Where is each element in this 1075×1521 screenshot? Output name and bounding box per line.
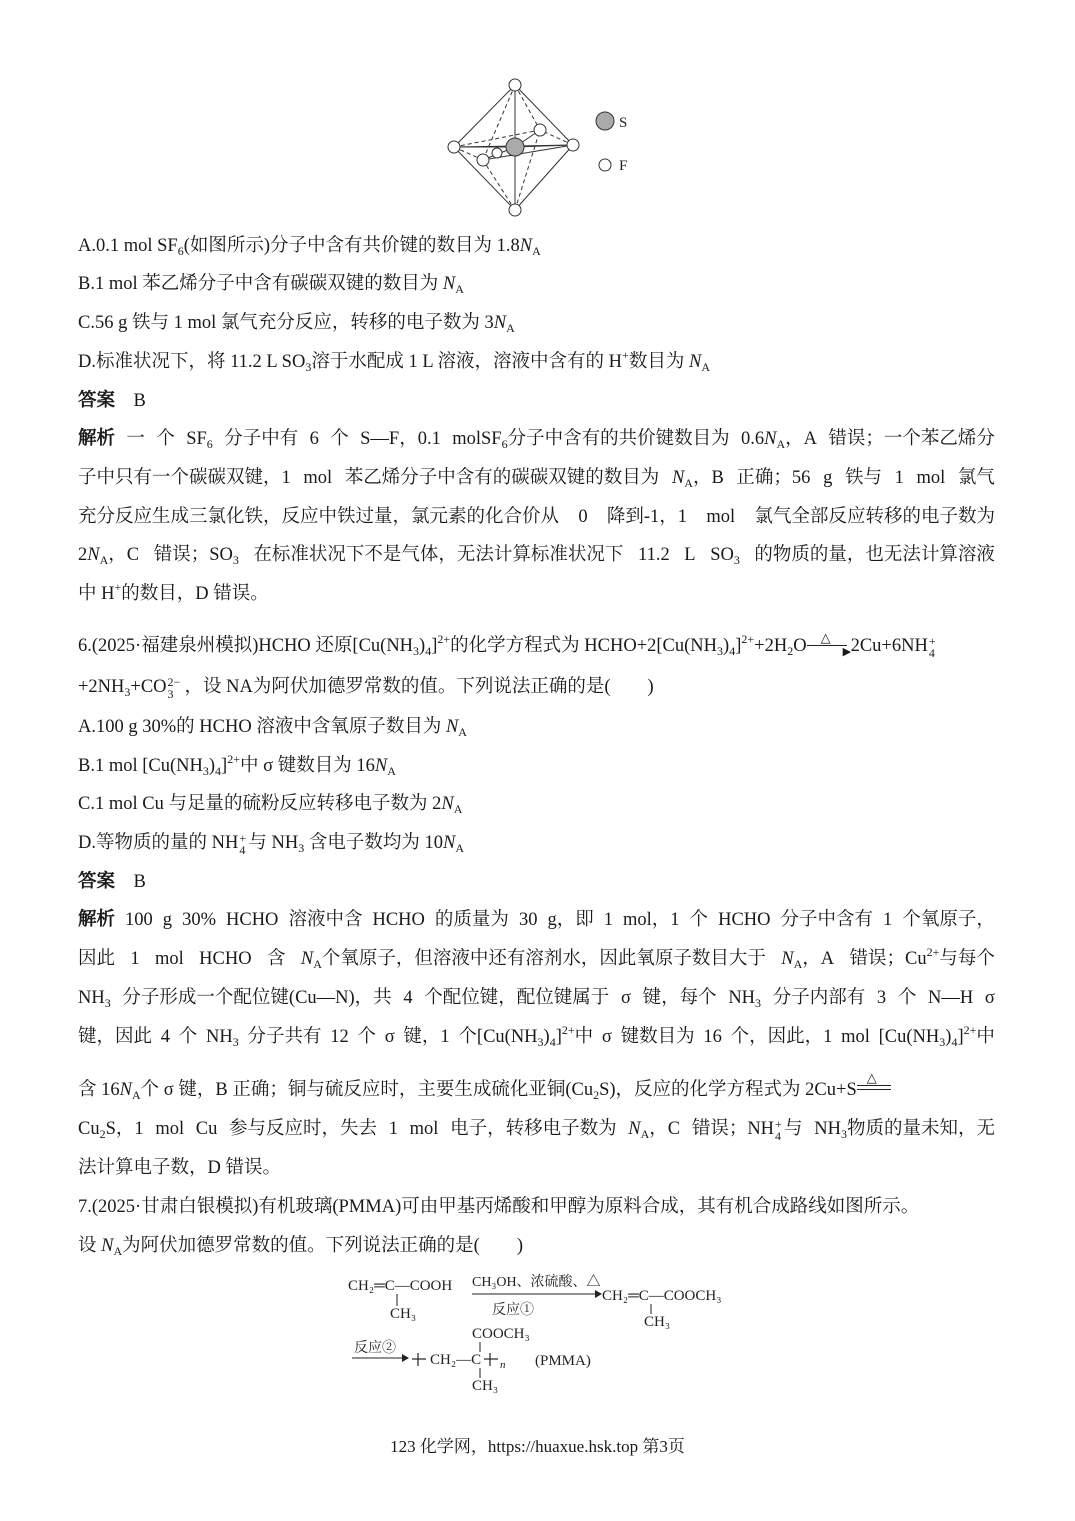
polymer-backbone: CH₂—C — [430, 1352, 482, 1368]
q6-option-c: C.1 mol Cu 与足量的硫粉反应转移电子数为 $2N_A$ — [78, 794, 463, 816]
analysis-1-line-2: 子中只有一个碳碳双键，1 mol 苯乙烯分子中含有的碳碳双键的数目为 $N_A$，B 正确；56 g 铁与 1 mol 氯气 — [78, 468, 995, 490]
analysis-2-line-2: 因此 1 mol HCHO 含 $N_A$个氧原子，但溶液中还有溶剂水，因此氧原子数目大于 $N_A$，A 错误；$Cu^{2+}$与每个 — [78, 945, 995, 971]
product1-formula: CH₂═C—COOCH₃ — [602, 1288, 722, 1304]
option-b: B.1 mol 苯乙烯分子中含有碳碳双键的数目为 $N_A$ — [78, 274, 464, 296]
analysis-2-line-4: 键，因此 4 个 $NH_3$ 分子共有 12 个 σ 键，1 个$[Cu(NH_3)_4]^{2+}$中 σ 键数目为 16 个，因此，1 mol $[Cu(NH_3)_4]^{2+}$中 — [78, 1023, 995, 1049]
q6-option-a: A.100 g 30%的 HCHO 溶液中含氧原子数目为 $N_A$ — [78, 717, 467, 739]
analysis-1-line-4: $2N_A$，C 错误；$SO_3$ 在标准状况下不是气体，无法计算标准状况下 11.2 L $SO_3$ 的物质的量，也无法计算溶液 — [78, 545, 995, 567]
analysis-2-line-6: $Cu_2S$，1 mol Cu 参与反应时，失去 1 mol 电子，转移电子数为 $N_A$，C 错误；NH + 4 与 $NH_3$物质的量未知，无 — [78, 1116, 995, 1143]
reactant-formula: CH₂═C—COOH — [348, 1278, 453, 1294]
analysis-1-line-5: 中 H+的数目，D 错误。 — [78, 580, 269, 604]
polymer-ester-group: COOCH₃ — [472, 1326, 530, 1342]
product1-methyl: CH₃ — [644, 1314, 671, 1330]
q6-option-d: D.等物质的量的 NH + 4 与 $NH_3$ 含电子数均为 $10N_A$ — [78, 830, 464, 857]
answer-1: 答案 B — [78, 391, 146, 411]
reaction2-label: 反应② — [354, 1341, 396, 1356]
polymer-name: (PMMA) — [535, 1353, 591, 1369]
answer-2: 答案 B — [78, 872, 146, 892]
q6-stem-line-1: 6.(2025·福建泉州模拟)HCHO 还原$[Cu(NH_3)_4]^{2+}$的化学方程式为 $HCHO+2[Cu(NH_3)_4]^{2+}+2H_2O$ △ ▶ 2Cu+6NH + 4 — [78, 630, 936, 660]
legend-s: S — [619, 115, 628, 131]
analysis-2-line-1: 解析 100 g 30% HCHO 溶液中含 HCHO 的质量为 30 g，即 1 mol，1 个 HCHO 分子中含有 1 个氧原子， — [78, 910, 995, 930]
sf6-structure-figure — [440, 75, 660, 225]
analysis-1-line-3: 充分反应生成三氯化铁，反应中铁过量，氯元素的化合价从 0 降到-1，1 mol 氯气全部反应转移的电子数为 — [78, 507, 995, 527]
analysis-2-line-3: $NH_3$ 分子形成一个配位键(Cu—N)，共 4 个配位键，配位键属于 σ 键，每个 $NH_3$ 分子内部有 3 个 N—H σ — [78, 988, 995, 1010]
reaction1-label: 反应① — [492, 1303, 534, 1318]
q6-stem-line-2: $+2NH_3+CO$ 2− 3 ，设 NA为阿伏加德罗常数的值。下列说法正确的是( ) — [78, 674, 654, 701]
option-d: D.标准状况下，将 11.2 L $SO_3$溶于水配成 1 L 溶液，溶液中含有的 H+数目为 $N_A$ — [78, 348, 710, 374]
option-c: C.56 g 铁与 1 mol 氯气充分反应，转移的电子数为 $3N_A$ — [78, 313, 515, 335]
analysis-2-line-7: 法计算电子数，D 错误。 — [78, 1158, 281, 1178]
q7-stem-line-2: 设 $N_A$为阿伏加德罗常数的值。下列说法正确的是( ) — [78, 1236, 523, 1258]
analysis-1-line-1: 解析 一 个 $SF_6$ 分子中有 6 个 S—F，0.1 molSF$_6$分子中含有的共价键数目为 $0.6N_A$，A 错误；一个苯乙烯分 — [78, 429, 995, 451]
option-a: A.0.1 mol $SF_6$(如图所示)分子中含有共价键的数目为 $1.8N_A$ — [78, 236, 541, 258]
analysis-2-line-5: 含 $16N_A$个 σ 键，B 正确；铜与硫反应时，主要生成硫化亚铜$(Cu_2S)$，反应的化学方程式为 2Cu+S △ — [78, 1077, 895, 1103]
pmma-synthesis-scheme — [340, 1268, 740, 1398]
heat-equals-sign: △ — [857, 1077, 895, 1103]
reactant-methyl: CH₃ — [390, 1306, 417, 1322]
q6-option-b: B.1 mol $[Cu(NH_3)_4]^{2+}$中 σ 键数目为 $16N_A$ — [78, 752, 396, 778]
polymer-n: n — [500, 1359, 506, 1371]
q7-stem-line-1: 7.(2025·甘肃白银模拟)有机玻璃(PMMA)可由甲基丙烯酸和甲醇为原料合成，其有机合成路线如图所示。 — [78, 1197, 920, 1217]
reaction1-conditions: CH₃OH、浓硫酸、△ — [472, 1275, 601, 1290]
sulfur-atom — [506, 138, 524, 156]
page-footer: 123 化学网，https://huaxue.hsk.top 第3页 — [390, 1437, 685, 1456]
legend-f: F — [619, 158, 628, 174]
polymer-methyl: CH₃ — [472, 1378, 499, 1394]
heat-arrow: △ ▶ — [807, 633, 851, 659]
